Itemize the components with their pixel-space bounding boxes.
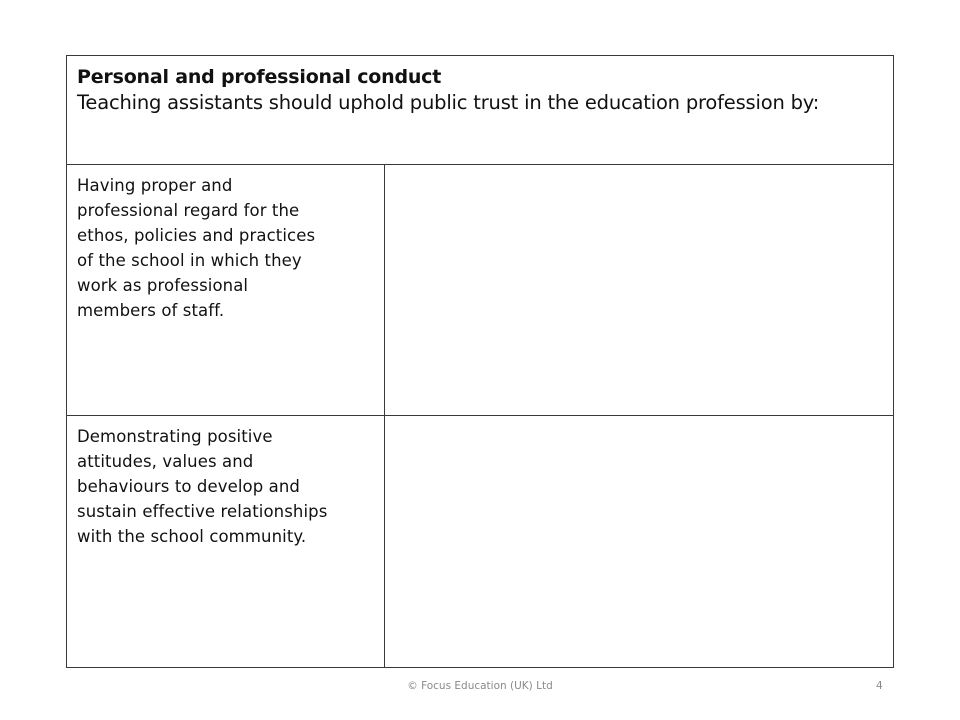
table-row	[67, 416, 893, 667]
response-field[interactable]	[385, 416, 893, 667]
standard-label-cell: Having proper and professional regard for the ethos, policies and practices of the school in which they work as professional members of staff.	[67, 165, 385, 415]
footer-copyright: © Focus Education (UK) Ltd	[407, 680, 553, 692]
page-number: 4	[876, 680, 883, 692]
standard-label-cell: Demonstrating positive attitudes, values and behaviours to develop and sustain effective relationships with the school community.	[67, 416, 385, 667]
section-title: Personal and professional conduct	[77, 66, 442, 88]
table-row	[67, 165, 893, 416]
response-field[interactable]	[385, 165, 893, 415]
section-subtitle: Teaching assistants should uphold public trust in the education profession by:	[77, 91, 820, 114]
table-header-cell	[67, 56, 893, 165]
conduct-table	[66, 55, 894, 668]
